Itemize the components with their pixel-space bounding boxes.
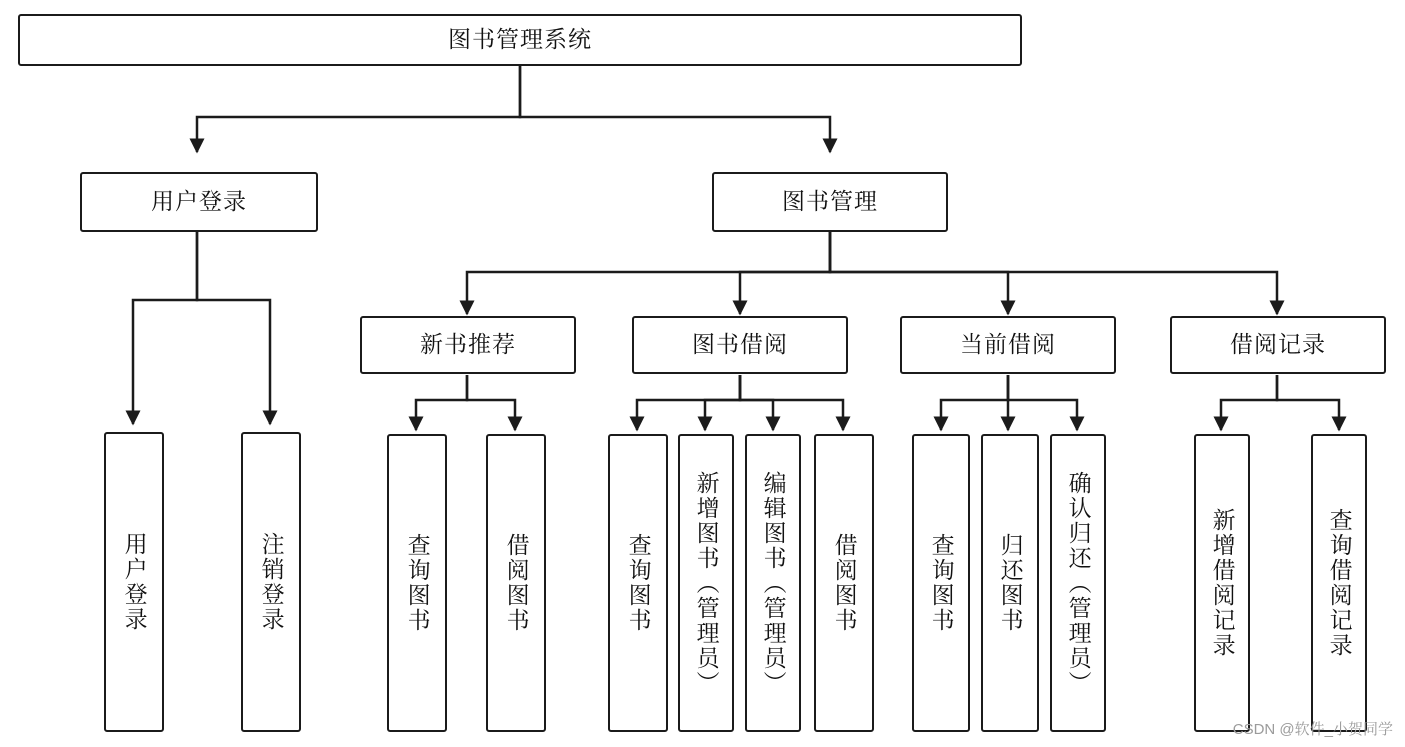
node-rec-query-book-label: 查询图书 (404, 533, 431, 633)
node-book-management (712, 172, 948, 232)
node-login-user-label: 用户登录 (121, 532, 148, 632)
node-rec-query-book (387, 434, 447, 732)
node-current-return-book-label: 归还图书 (997, 533, 1024, 633)
node-book-management-label: 图书管理 (782, 188, 878, 215)
node-borrow-edit-book-label: 编辑图书（管理员） (760, 470, 787, 696)
node-borrow-add-book-label: 新增图书（管理员） (693, 470, 720, 696)
node-current-return-book (981, 434, 1039, 732)
node-record-add (1194, 434, 1250, 732)
node-borrow-record (1170, 316, 1386, 374)
node-borrow-edit-book (745, 434, 801, 732)
node-borrow-do-book-label: 借阅图书 (831, 533, 858, 633)
node-user-login-label: 用户登录 (151, 188, 247, 215)
node-current-query-book-label: 查询图书 (928, 533, 955, 633)
node-book-borrow (632, 316, 848, 374)
watermark: CSDN @软件_小贺同学 (1232, 721, 1393, 738)
node-record-search-label: 查询借阅记录 (1326, 508, 1353, 658)
node-book-borrow-label: 图书借阅 (692, 331, 788, 358)
node-borrow-add-book (678, 434, 734, 732)
node-current-query-book (912, 434, 970, 732)
node-logout-user-label: 注销登录 (258, 532, 285, 632)
node-root-label: 图书管理系统 (448, 26, 592, 53)
node-borrow-query-book (608, 434, 668, 732)
node-record-search (1311, 434, 1367, 732)
node-current-borrow-label: 当前借阅 (960, 331, 1056, 358)
node-rec-borrow-book-label: 借阅图书 (503, 533, 530, 633)
node-current-confirm-return (1050, 434, 1106, 732)
node-current-confirm-return-label: 确认归还（管理员） (1065, 470, 1092, 696)
node-new-book-recommend-label: 新书推荐 (420, 331, 516, 358)
node-borrow-query-book-label: 查询图书 (625, 533, 652, 633)
node-logout-user (241, 432, 301, 732)
node-borrow-do-book (814, 434, 874, 732)
node-borrow-record-label: 借阅记录 (1230, 331, 1326, 358)
node-user-login (80, 172, 318, 232)
node-rec-borrow-book (486, 434, 546, 732)
node-record-add-label: 新增借阅记录 (1209, 508, 1236, 658)
node-login-user (104, 432, 164, 732)
node-current-borrow (900, 316, 1116, 374)
node-root (18, 14, 1022, 66)
node-new-book-recommend (360, 316, 576, 374)
